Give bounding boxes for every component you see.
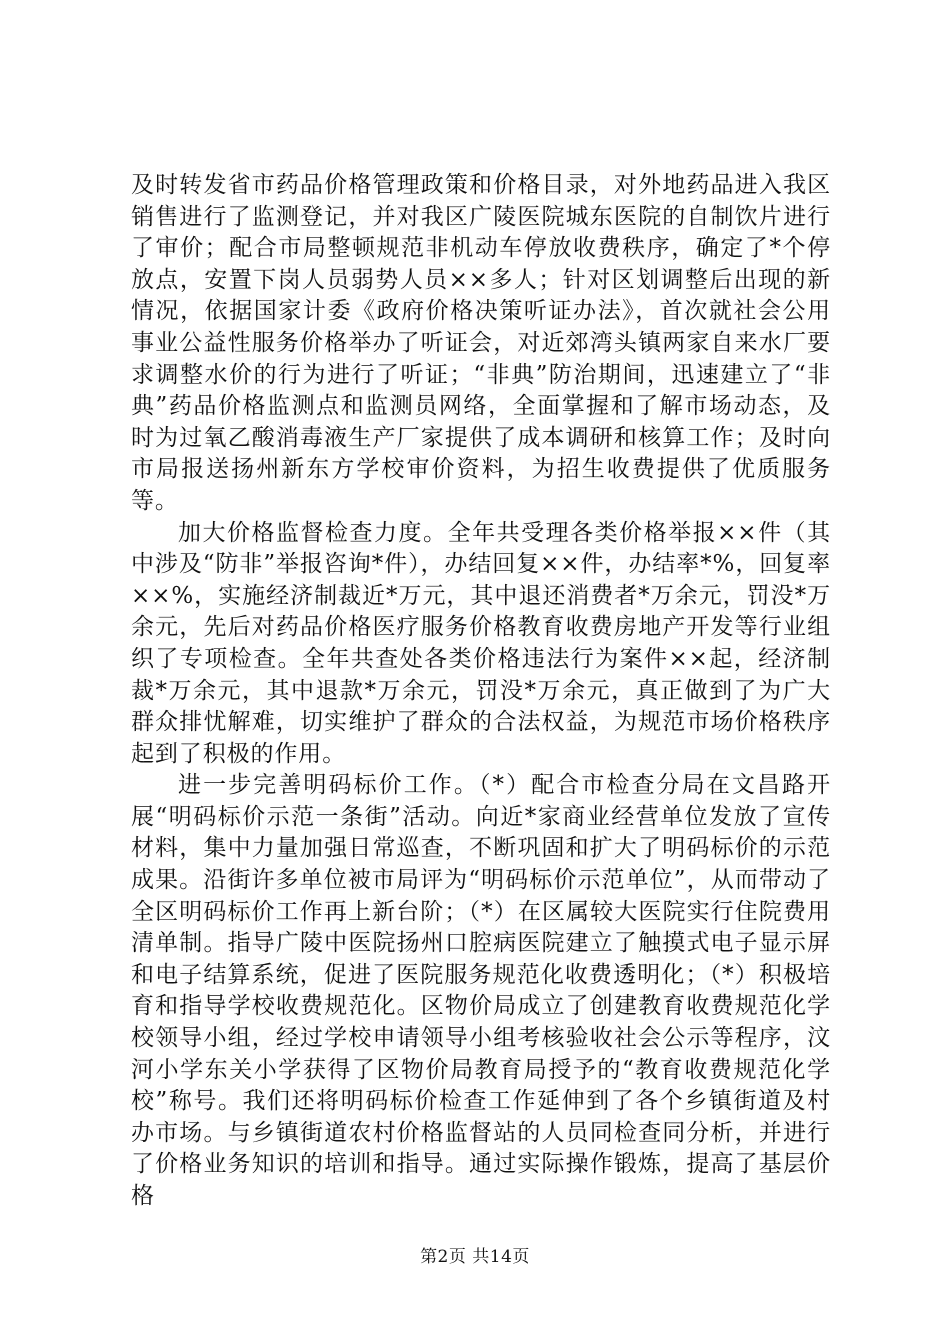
document-body (131, 170, 831, 1213)
page-number-footer: 第2页 共14页 (420, 1247, 530, 1267)
paragraph-price-supervision: 加大价格监督检查力度。全年共受理各类价格举报××件（其中涉及“防非”举报咨询*件），办结回复××件，办结率*%，回复率××%，实施经济制裁近*万元，其中退还消费者*万余元，罚没*万余元，先后对药品价格医疗服务价格教育收费房地产开发等行业组织了专项检查。全年共查处各类价格违法行为案件××起，经济制裁*万余元，其中退款*万余元，罚没*万余元，真正做到了为广大群众排忧解难，切实维护了群众的合法权益，为规范市场价格秩序起到了积极的作用。 (131, 519, 831, 767)
paragraph-price-labeling: 进一步完善明码标价工作。（*）配合市检查分局在文昌路开展“明码标价示范一条街”活动。向近*家商业经营单位发放了宣传材料，集中力量加强日常巡查，不断巩固和扩大了明码标价的示范成果。沿街许多单位被市局评为“明码标价示范单位”，从而带动了全区明码标价工作再上新台阶；（*）在区属较大医院实行住院费用清单制。指导广陵中医院扬州口腔病医院建立了触摸式电子显示屏和电子结算系统，促进了医院服务规范化收费透明化；（*）积极培育和指导学校收费规范化。区物价局成立了创建教育收费规范化学校领导小组，经过学校申请领导小组考核验收社会公示等程序，汶河小学东关小学获得了区物价局教育局授予的“教育收费规范化学校”称号。我们还将明码标价检查工作延伸到了各个乡镇街道及村办市场。与乡镇街道农村价格监督站的人员同检查同分析，并进行了价格业务知识的培训和指导。通过实际操作锻炼，提高了基层价格 (131, 772, 831, 1209)
paragraph-price-services: 及时转发省市药品价格管理政策和价格目录，对外地药品进入我区销售进行了监测登记，并对我区广陵医院城东医院的自制饮片进行了审价；配合市局整顿规范非机动车停放收费秩序，确定了*个停放点，安置下岗人员弱势人员××多人；针对区划调整后出现的新情况，依据国家计委《政府价格决策听证办法》，首次就社会公用事业公益性服务价格举办了听证会，对近郊湾头镇两家自来水厂要求调整水价的行为进行了听证；“非典”防治期间，迅速建立了“非典”药品价格监测点和监测员网络，全面掌握和了解市场动态，及时为过氧乙酸消毒液生产厂家提供了成本调研和核算工作；及时向市局报送扬州新东方学校审价资料，为招生收费提供了优质服务等。 (131, 172, 831, 514)
